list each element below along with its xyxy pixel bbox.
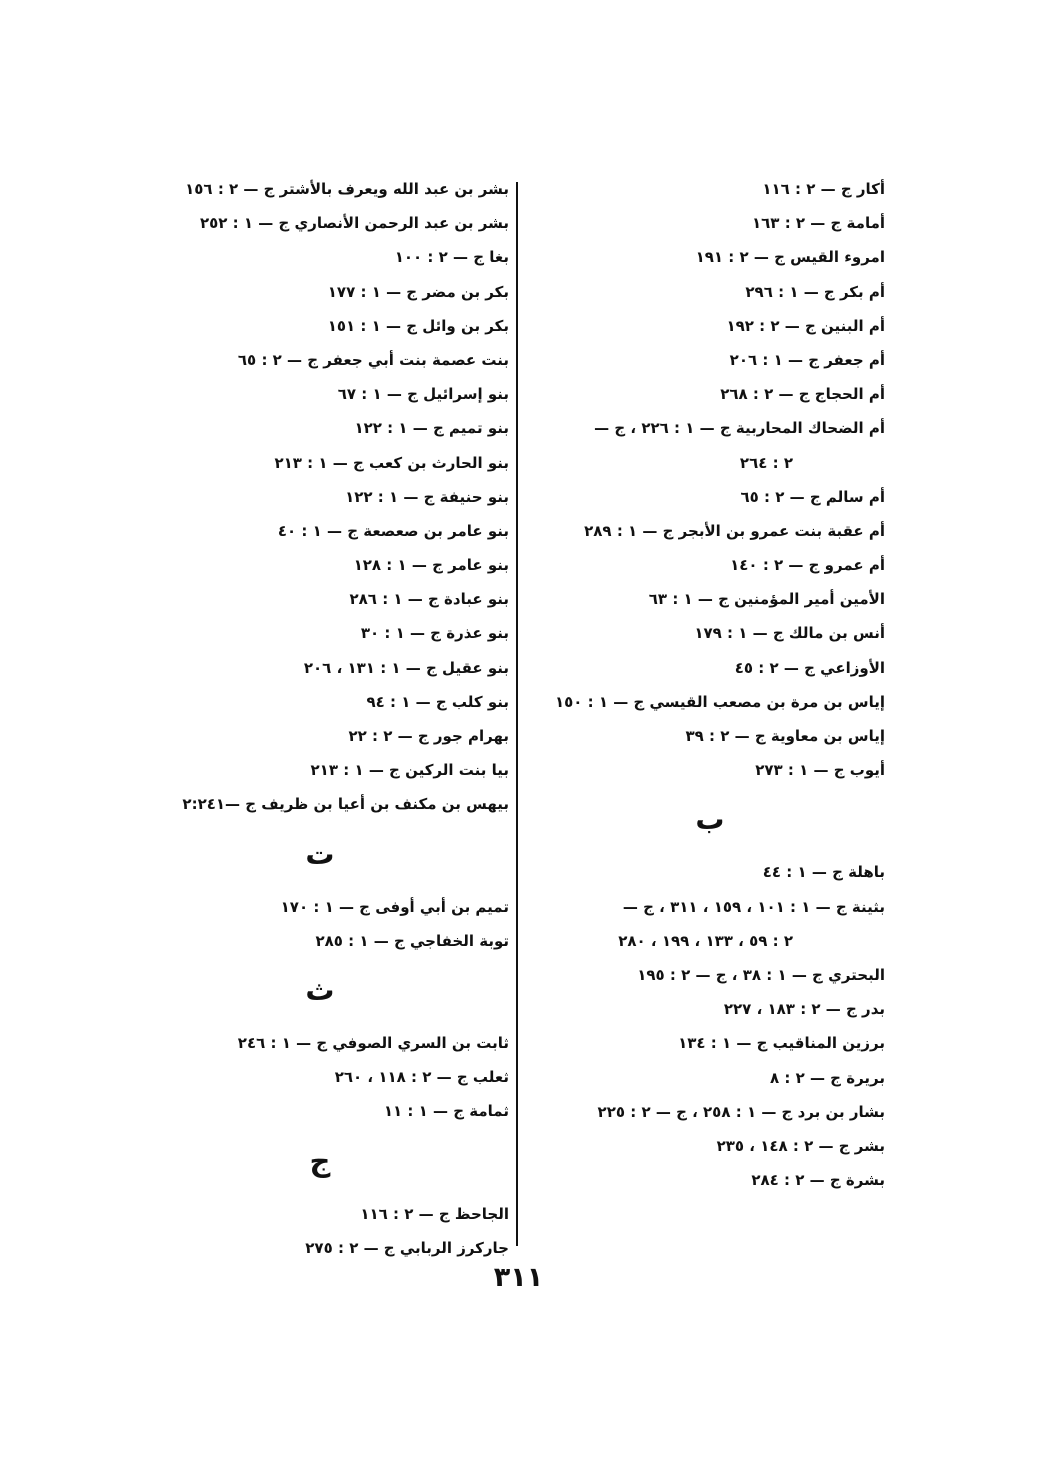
index-column-right (523, 172, 885, 1197)
index-entry: أم الضحاك المحاربية ج — ١ : ٢٢٦ ، ج — (594, 419, 885, 438)
index-entry: بنو عبادة ج — ١ : ٢٨٦ (349, 590, 509, 609)
index-entry: بنو تميم ج — ١ : ١٢٢ (354, 419, 509, 438)
index-entry: جاركرز الربابي ج — ٢ : ٢٧٥ (305, 1238, 509, 1257)
index-entry: بنو كلب ج — ١ : ٩٤ (366, 692, 509, 711)
index-entry: بنو عذرة ج — ١ : ٣٠ (360, 624, 509, 643)
index-entry: بشر ج — ٢ : ١٤٨ ، ٢٣٥ (716, 1136, 885, 1155)
index-entry: بكر بن مضر ج — ١ : ١٧٧ (327, 282, 509, 301)
column-divider (516, 182, 518, 1246)
index-entry: أم عمرو ج — ٢ : ١٤٠ (730, 556, 885, 575)
index-entry: ثعلب ج — ٢ : ١١٨ ، ٢٦٠ (334, 1068, 509, 1087)
index-entry: بنو إسرائيل ج — ١ : ٦٧ (337, 385, 509, 404)
index-entry: ثابت بن السري الصوفي ج — ١ : ٢٤٦ (237, 1033, 509, 1052)
index-entry: امروء القيس ج — ٢ : ١٩١ (695, 248, 885, 267)
index-entry: بهرام جور ج — ٢ : ٢٢ (348, 727, 509, 745)
index-entry: بريرة ج — ٢ : ٨ (769, 1068, 885, 1087)
section-letter-heading: ت (305, 836, 335, 871)
index-entry: بنو الحارث بن كعب ج — ١ : ٢١٣ (274, 453, 509, 472)
index-entry: أمامة ج — ٢ : ١٦٣ (752, 214, 885, 233)
index-entry: بنو عامر بن صعصعة ج — ١ : ٤٠ (277, 521, 509, 540)
section-letter-heading: ج (309, 1143, 331, 1178)
index-entry: برزين المناقيب ج — ١ : ١٣٤ (678, 1034, 885, 1053)
index-entry: البحتري ج — ١ : ٣٨ ، ج — ٢ : ١٩٥ (637, 965, 885, 984)
index-entry: بنت عصمة بنت أبي جعفر ج — ٢ : ٦٥ (237, 350, 509, 369)
index-entry: بشر بن عبد الرحمن الأنصاري ج — ١ : ٢٥٢ (199, 214, 509, 233)
index-entry: الأمين أمير المؤمنين ج — ١ : ٦٣ (648, 590, 885, 609)
index-entry: ثمامة ج — ١ : ١١ (383, 1102, 509, 1121)
index-entry: أكار ج — ٢ : ١١٦ (762, 180, 885, 198)
index-entry: توبة الخفاجي ج — ١ : ٢٨٥ (315, 931, 509, 950)
index-entry: أم سالم ج — ٢ : ٦٥ (740, 487, 885, 506)
index-entry: أم بكر ج — ١ : ٢٩٦ (745, 282, 885, 301)
index-entry: أم عقبة بنت عمرو بن الأبجر ج — ١ : ٢٨٩ (584, 521, 885, 540)
index-entry: إياس بن مرة بن مصعب القيسي ج — ١ : ١٥٠ (554, 692, 885, 711)
index-entry: بنو عامر ج — ١ : ١٢٨ (353, 556, 509, 575)
index-entry: بدر ج — ٢ : ١٨٣ ، ٢٢٧ (723, 1000, 885, 1019)
index-entry-continuation: ٢ : ٥٩ ، ١٣٣ ، ١٩٩ ، ٢٨٠ (618, 931, 793, 950)
index-entry: بكر بن وائل ج — ١ : ١٥١ (327, 316, 509, 335)
index-entry: بيهس بن مكنف بن أعيا بن ظريف ج —٢:٢٤١ (182, 795, 509, 814)
index-entry: تميم بن أبي أوفى ج — ١ : ١٧٠ (280, 897, 509, 916)
index-entry: بشار بن برد ج — ١ : ٢٥٨ ، ج — ٢ : ٢٢٥ (597, 1102, 885, 1121)
index-entry: بنو عقيل ج — ١ : ١٣١ ، ٢٠٦ (303, 658, 509, 677)
index-entry: أيوب ج — ١ : ٢٧٣ (755, 761, 885, 780)
index-entry: أم البنين ج — ٢ : ١٩٢ (726, 316, 885, 335)
index-entry: بيا بنت الركين ج — ١ : ٢١٣ (310, 761, 509, 780)
index-entry: بغا ج — ٢ : ١٠٠ (394, 248, 509, 267)
index-entry: باهلة ج — ١ : ٤٤ (762, 863, 885, 882)
index-entry: بنو حنيفة ج — ١ : ١٢٢ (345, 487, 509, 506)
index-entry: أم الحجاج ج — ٢ : ٢٦٨ (720, 385, 885, 404)
index-entry: الجاحظ ج — ٢ : ١١٦ (360, 1204, 509, 1223)
index-entry: الأوزاعي ج — ٢ : ٤٥ (734, 658, 885, 677)
index-entry-continuation: ٢ : ٢٦٤ (739, 453, 793, 472)
section-letter-heading: ث (305, 972, 335, 1007)
index-entry: بشرة ج — ٢ : ٢٨٤ (751, 1171, 885, 1190)
section-letter-heading: ب (695, 802, 725, 837)
index-entry: بشر بن عبد الله ويعرف بالأشتر ج — ٢ : ١٥٦ (185, 180, 509, 198)
index-entry: أم جعفر ج — ١ : ٢٠٦ (729, 350, 885, 369)
index-entry: بثينة ج — ١ : ١٠١ ، ١٥٩ ، ٣١١ ، ج — (622, 897, 885, 916)
index-entry: إياس بن معاوية ج — ٢ : ٣٩ (685, 727, 885, 745)
index-entry: أنس بن مالك ج — ١ : ١٧٩ (694, 624, 885, 643)
index-column-left (119, 172, 509, 1265)
page-number: ٣١١ (493, 1262, 544, 1293)
